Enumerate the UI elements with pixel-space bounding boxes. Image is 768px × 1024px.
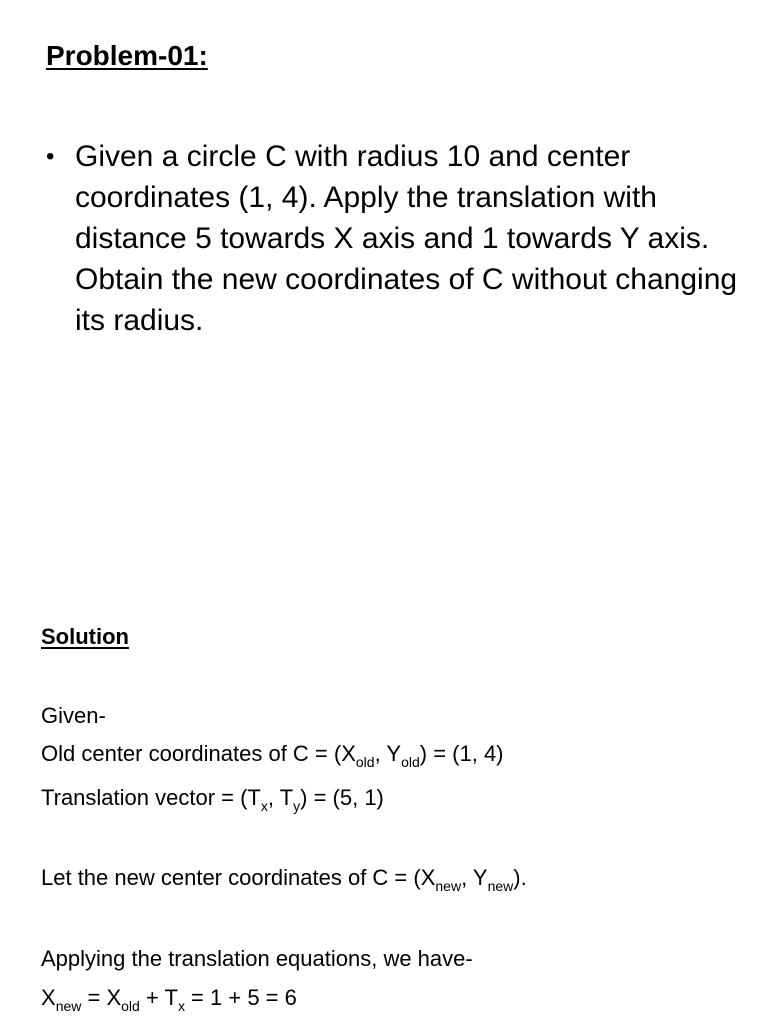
new-center-line — [41, 864, 527, 892]
bullet-icon: • — [46, 143, 55, 170]
problem-statement-list — [46, 136, 746, 341]
x-new-var: X — [41, 985, 56, 1010]
old-center-suffix: ) = (1, 4) — [419, 741, 504, 766]
x-new-result: = 1 + 5 = 6 — [184, 985, 297, 1010]
new-center-mid: , Y — [461, 865, 488, 890]
tx-plus: + T — [139, 985, 178, 1010]
tx-sub: x — [177, 998, 185, 1014]
old-center-line — [41, 740, 504, 768]
old-center-sub-y: old — [401, 754, 420, 770]
new-center-prefix: Let the new center coordinates of C = (X — [41, 865, 436, 890]
new-center-sub-x: new — [435, 878, 462, 894]
problem-title: Problem-01: — [46, 40, 208, 71]
list-item — [46, 136, 746, 341]
x-old-eq: = X — [81, 985, 122, 1010]
translation-vector-mid: , T — [267, 785, 294, 810]
x-new-equation — [41, 984, 297, 1012]
translation-vector-prefix: Translation vector = (T — [41, 785, 261, 810]
translation-vector-sub-y: y — [293, 798, 301, 814]
old-center-sub-x: old — [355, 754, 375, 770]
old-center-mid: , Y — [374, 741, 402, 766]
x-old-sub: old — [121, 998, 140, 1014]
applying-equations-line: Applying the translation equations, we have- — [41, 946, 473, 971]
solution-heading: Solution — [41, 624, 129, 649]
given-label: Given- — [41, 703, 106, 728]
x-new-sub: new — [55, 998, 82, 1014]
problem-statement: Given a circle C with radius 10 and center coordinates (1, 4). Apply the translation with distance 5 towards X axis and 1 towards Y axis. Obtain the new coordinates of C without changing its radius. — [75, 140, 738, 337]
translation-vector-sub-x: x — [260, 798, 268, 814]
new-center-sub-y: new — [487, 878, 514, 894]
translation-vector-line — [41, 784, 384, 812]
translation-vector-suffix: ) = (5, 1) — [300, 785, 384, 810]
old-center-prefix: Old center coordinates of C = (X — [41, 741, 356, 766]
new-center-suffix: ). — [513, 865, 527, 890]
